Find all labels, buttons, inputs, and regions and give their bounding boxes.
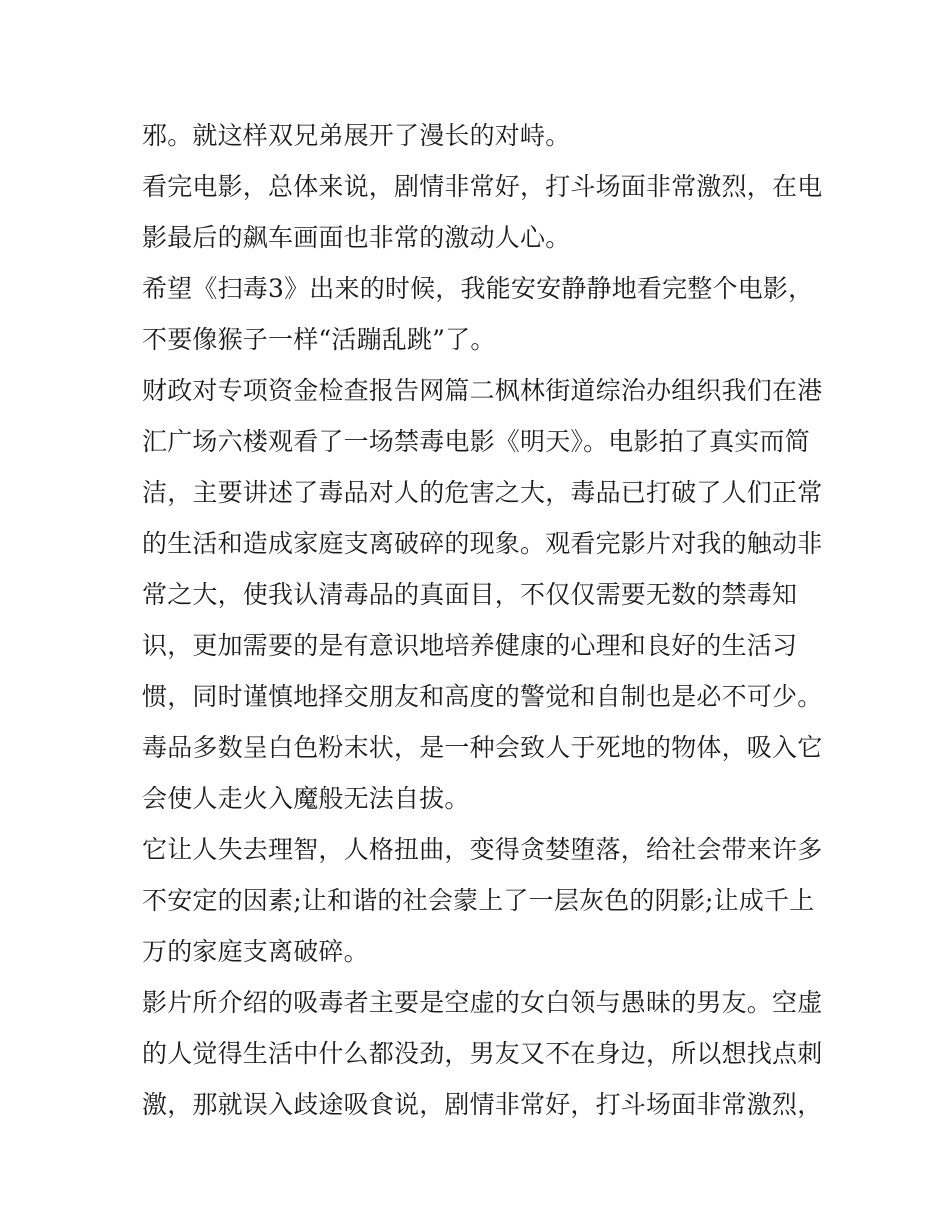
text-line: 不安定的因素;让和谐的社会蒙上了一层灰色的阴影;让成千上 [142, 886, 815, 915]
text-line: 万的家庭支离破碎。 [142, 937, 369, 966]
text-line: 它让人失去理智，人格扭曲，变得贪婪堕落，给社会带来许多 [142, 835, 823, 864]
text-line: 毒品多数呈白色粉末状，是一种会致人于死地的物体，吸入它 [142, 733, 823, 762]
text-line: 财政对专项资金检查报告网篇二枫林街道综治办组织我们在港 [142, 376, 823, 405]
text-line: 影最后的飙车画面也非常的激动人心。 [142, 223, 571, 252]
text-line: 希望《扫毒3》出来的时候，我能安安静静地看完整个电影， [142, 274, 814, 303]
text-line: 汇广场六楼观看了一场禁毒电影《明天》。电影拍了真实而简 [142, 427, 810, 456]
text-line: 识，更加需要的是有意识地培养健康的心理和良好的生活习 [142, 631, 798, 660]
text-line: 影片所介绍的吸毒者主要是空虚的女白领与愚昧的男友。空虚 [142, 988, 823, 1017]
text-line: 激，那就误入歧途吸食说，剧情非常好，打斗场面非常激烈， [142, 1090, 823, 1119]
text-line: 常之大，使我认清毒品的真面目，不仅仅需要无数的禁毒知 [142, 580, 798, 609]
text-line: 惯，同时谨慎地择交朋友和高度的警觉和自制也是必不可少。 [142, 682, 823, 711]
text-line: 邪。就这样双兄弟展开了漫长的对峙。 [142, 121, 571, 150]
document-body [142, 110, 822, 1130]
text-line: 不要像猴子一样“活蹦乱跳”了。 [142, 325, 496, 354]
text-line: 看完电影，总体来说，剧情非常好，打斗场面非常激烈，在电 [142, 172, 823, 201]
text-line: 会使人走火入魔般无法自拔。 [142, 784, 470, 813]
text-line: 洁，主要讲述了毒品对人的危害之大，毒品已打破了人们正常 [142, 478, 823, 507]
text-line: 的人觉得生活中什么都没劲，男友又不在身边，所以想找点刺 [142, 1039, 823, 1068]
text-line: 的生活和造成家庭支离破碎的现象。观看完影片对我的触动非 [142, 529, 823, 558]
